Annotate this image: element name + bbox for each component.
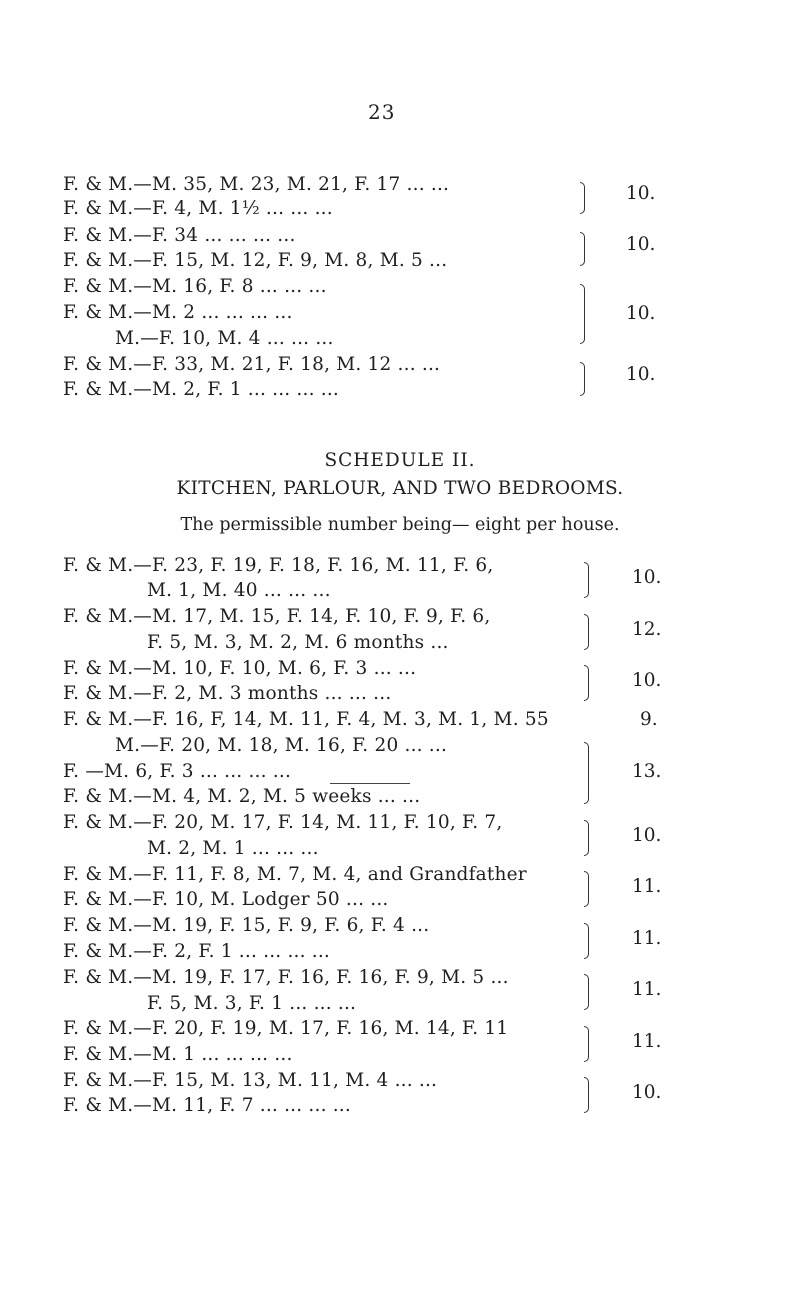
entry-line: F. 5, M. 3, F. 1 ... ... ... [147, 993, 357, 1014]
group-total: 10. [626, 364, 656, 385]
entry-line: F. & M.—F. 34 ... ... ... ... [63, 225, 296, 246]
entry-line: F. 5, M. 3, M. 2, M. 6 months ... [147, 632, 449, 653]
entry-line: F. & M.—F. 33, M. 21, F. 18, M. 12 ... ... [63, 354, 441, 375]
entry-line: F. & M.—F. 23, F. 19, F. 18, F. 16, M. 11, F. 6, [63, 555, 494, 576]
group-total: 11. [632, 1031, 662, 1052]
schedule-note: The permissible number being— eight per house. [180, 515, 620, 535]
group-total: 11. [632, 979, 662, 1000]
group-total: 12. [632, 619, 662, 640]
brace-mark [584, 614, 589, 650]
brace-mark [584, 871, 589, 907]
entry-line: F. & M.—M. 19, F. 17, F. 16, F. 16, F. 9, M. 5 ... [63, 967, 509, 988]
entry-line: M. 2, M. 1 ... ... ... [147, 838, 319, 859]
entry-line: F. & M.—M. 10, F. 10, M. 6, F. 3 ... ... [63, 658, 417, 679]
group-total: 10. [632, 1082, 662, 1103]
group-total: 13. [632, 761, 662, 782]
group-total: 10. [626, 234, 656, 255]
brace-mark [584, 1026, 589, 1062]
group-total: 10. [626, 183, 656, 204]
schedule-title: SCHEDULE II. [324, 450, 476, 471]
brace-mark [584, 665, 589, 701]
group-total: 10. [632, 567, 662, 588]
brace-mark [580, 362, 585, 396]
page-number: 23 [368, 100, 396, 124]
brace-mark [580, 284, 585, 344]
entry-line: M.—F. 10, M. 4 ... ... ... [115, 328, 334, 349]
entry-line: F. & M.—M. 17, M. 15, F. 14, F. 10, F. 9, F. 6, [63, 606, 491, 627]
entry-line: F. —M. 6, F. 3 ... ... ... ... [63, 761, 292, 782]
entry-line: F. & M.—F. 4, M. 1½ ... ... ... [63, 198, 333, 219]
entry-line: F. & M.—M. 4, M. 2, M. 5 weeks ... ... [63, 786, 421, 807]
brace-mark [584, 974, 589, 1010]
brace-mark [580, 182, 585, 214]
entry-line: F. & M.—F. 10, M. Lodger 50 ... ... [63, 889, 389, 910]
entry-line: F. & M.—F. 20, M. 17, F. 14, M. 11, F. 10, F. 7, [63, 812, 503, 833]
entry-line: F. & M.—M. 16, F. 8 ... ... ... [63, 276, 327, 297]
entry-line: F. & M.—F. 11, F. 8, M. 7, M. 4, and Grandfather [63, 864, 527, 885]
entry-line: F. & M.—M. 2 ... ... ... ... [63, 302, 293, 323]
group-total: 11. [632, 928, 662, 949]
brace-mark [580, 232, 585, 266]
brace-mark [584, 562, 589, 598]
section-divider [330, 783, 410, 784]
brace-mark [584, 923, 589, 959]
entry-line: F. & M.—F. 2, M. 3 months ... ... ... [63, 683, 392, 704]
group-total: 9. [640, 709, 658, 730]
entry-line: F. & M.—F. 16, F, 14, M. 11, F. 4, M. 3, M. 1, M. 55 [63, 709, 549, 730]
brace-mark [584, 1077, 589, 1113]
entry-line: F. & M.—F. 2, F. 1 ... ... ... ... [63, 941, 331, 962]
entry-line: F. & M.—F. 15, M. 13, M. 11, M. 4 ... ... [63, 1070, 438, 1091]
brace-mark [584, 742, 589, 804]
entry-line: F. & M.—M. 11, F. 7 ... ... ... ... [63, 1095, 351, 1116]
entry-line: M.—F. 20, M. 18, M. 16, F. 20 ... ... [115, 735, 448, 756]
entry-line: F. & M.—M. 2, F. 1 ... ... ... ... [63, 379, 339, 400]
entry-line: F. & M.—M. 35, M. 23, M. 21, F. 17 ... ... [63, 174, 450, 195]
brace-mark [584, 820, 589, 856]
group-total: 11. [632, 876, 662, 897]
entry-line: F. & M.—F. 15, M. 12, F. 9, M. 8, M. 5 ... [63, 250, 448, 271]
group-total: 10. [632, 825, 662, 846]
entry-line: M. 1, M. 40 ... ... ... [147, 580, 331, 601]
group-total: 10. [632, 670, 662, 691]
entry-line: F. & M.—F. 20, F. 19, M. 17, F. 16, M. 14, F. 11 [63, 1018, 509, 1039]
entry-line: F. & M.—M. 19, F. 15, F. 9, F. 6, F. 4 ... [63, 915, 430, 936]
group-total: 10. [626, 303, 656, 324]
schedule-subtitle: KITCHEN, PARLOUR, AND TWO BEDROOMS. [176, 478, 624, 499]
entry-line: F. & M.—M. 1 ... ... ... ... [63, 1044, 293, 1065]
